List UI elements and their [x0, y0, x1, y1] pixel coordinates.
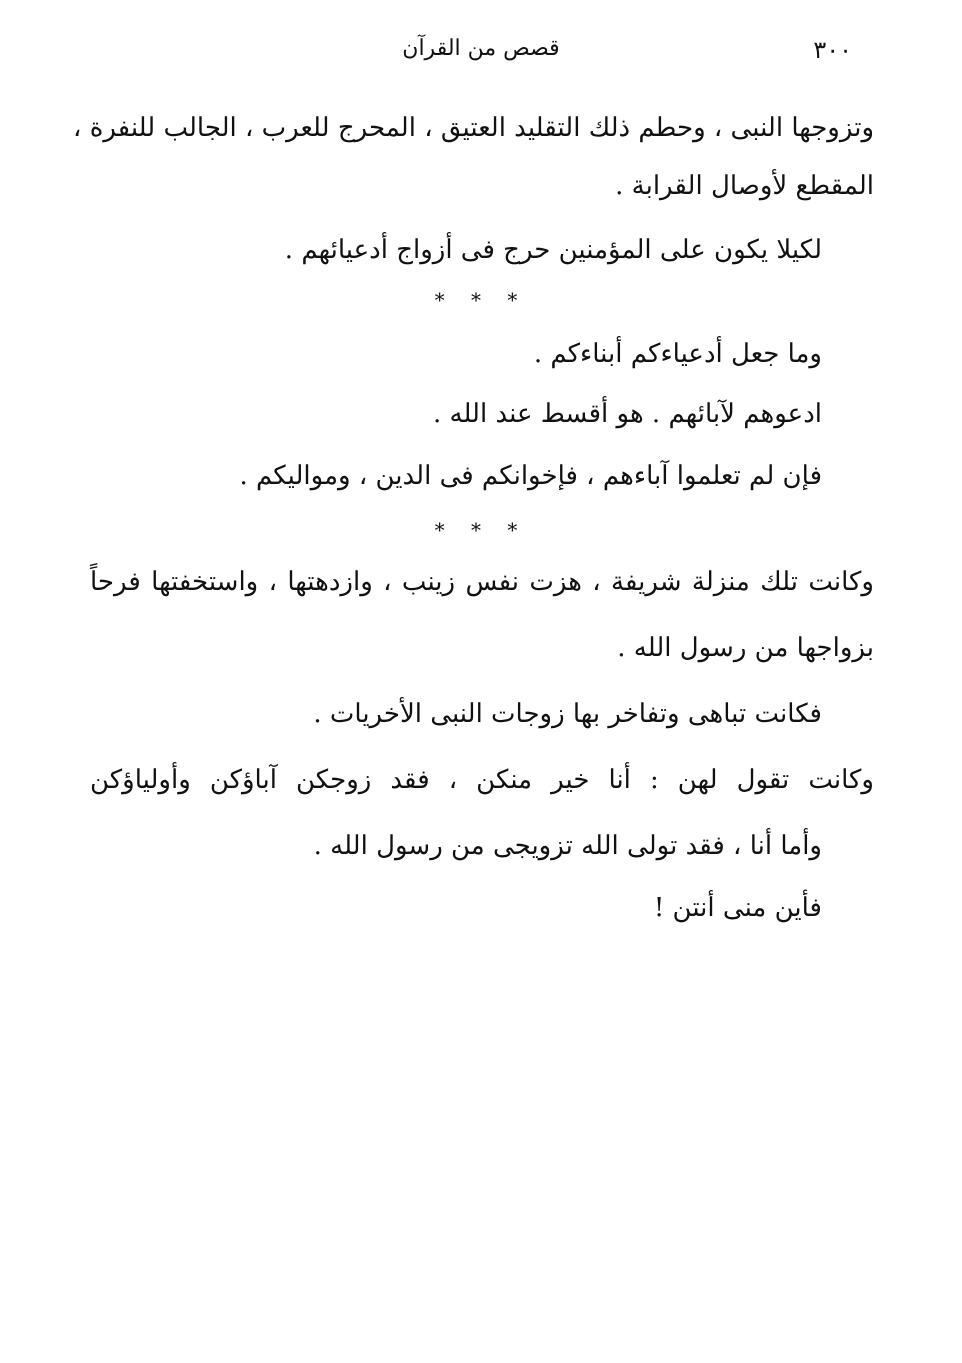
text-line-9: فكانت تباهى وتفاخر بها زوجات النبى الأخريات . — [313, 699, 822, 729]
text-line-11: وأما أنا ، فقد تولى الله تزويجى من رسول الله . — [313, 831, 822, 861]
text-line-4: وما جعل أدعياءكم أبناءكم . — [533, 339, 822, 369]
page-header — [0, 36, 962, 76]
text-line-3: لكيلا يكون على المؤمنين حرج فى أزواج أدعيائهم . — [284, 235, 822, 265]
section-separator-1: * * * — [434, 288, 528, 312]
text-line-7: وكانت تلك منزلة شريفة ، هزت نفس زينب ، وازدهتها ، واستخفتها فرحاً — [90, 567, 874, 597]
section-separator-2: * * * — [434, 518, 528, 542]
text-line-10: وكانت تقول لهن : أنا خير منكن ، فقد زوجكن آباؤكن وأولياؤكن — [90, 765, 874, 795]
text-line-1: وتزوجها النبى ، وحطم ذلك التقليد العتيق ، المحرج للعرب ، الجالب للنفرة ، — [73, 113, 874, 143]
text-line-2: المقطع لأوصال القرابة . — [615, 171, 874, 201]
running-title: قصص من القرآن — [402, 36, 560, 61]
text-line-6: فإن لم تعلموا آباءهم ، فإخوانكم فى الدين ، ومواليكم . — [239, 461, 822, 491]
text-line-8: بزواجها من رسول الله . — [617, 633, 874, 663]
text-line-12: فأين منى أنتن ! — [653, 893, 822, 923]
text-line-5: ادعوهم لآبائهم . هو أقسط عند الله . — [432, 399, 822, 429]
page-number: ٣٠٠ — [813, 36, 852, 64]
